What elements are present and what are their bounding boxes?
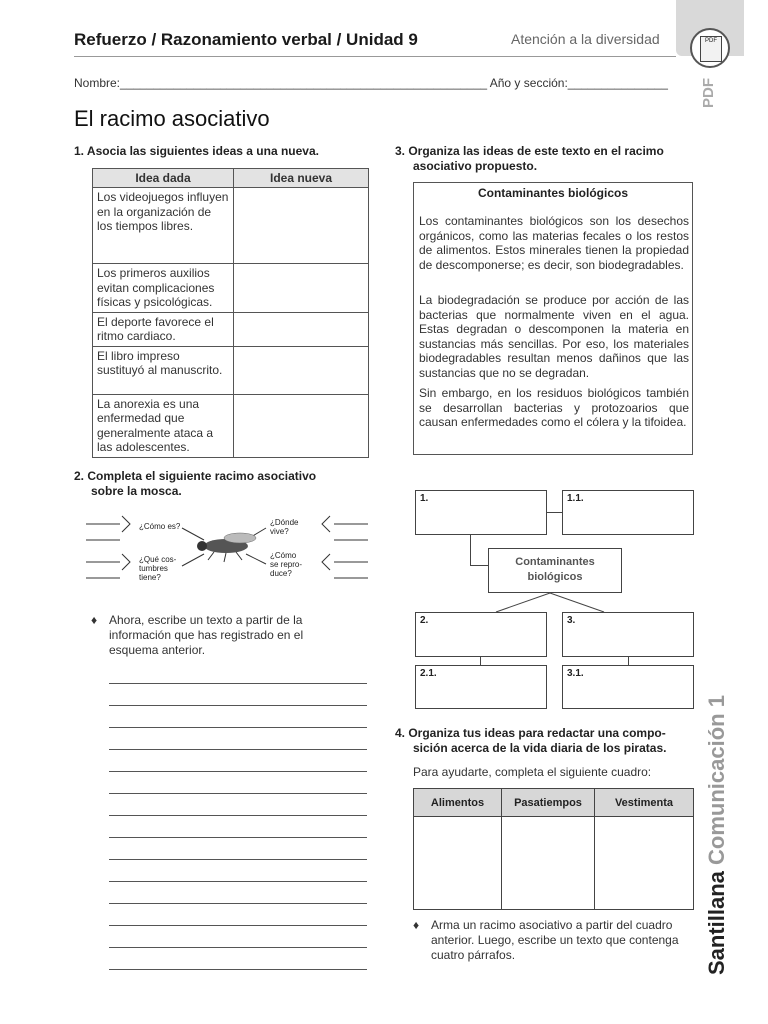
question-3-line2: asociativo propuesto. <box>413 159 538 173</box>
pirates-table <box>413 788 694 910</box>
diagram-box-3[interactable]: 3. <box>562 612 694 657</box>
question-2-line1: 2. Completa el siguiente racimo asociativo <box>74 469 317 483</box>
page-title: El racimo asociativo <box>74 106 270 131</box>
reading-paragraph-1: Los contaminantes biológicos son los desechos orgánicos, como las materias fecales o los restos de alimentos. Estos minerales tienen la propiedad de descomponerse; es decir, son biodegradables. <box>419 214 689 272</box>
col-header-idea-nueva: Idea nueva <box>234 169 369 188</box>
table-cell-answer[interactable] <box>234 312 369 346</box>
header-divider <box>74 56 676 57</box>
q4-helper-text: Para ayudarte, completa el siguiente cuadro: <box>413 765 652 779</box>
table-cell-answer[interactable] <box>502 817 595 910</box>
diagram-box-1-1[interactable]: 1.1. <box>562 490 694 535</box>
bullet-icon: ♦ <box>413 918 420 932</box>
worksheet-header-section: Atención a la diversidad <box>511 31 660 47</box>
table-cell-answer[interactable] <box>414 817 502 910</box>
name-section-line: Nombre:_______________________________________________________ Año y sección:_______________ <box>74 76 668 90</box>
fly-icon <box>197 533 256 562</box>
side-pdf-label: PDF <box>700 78 717 108</box>
table-cell-answer[interactable] <box>234 264 369 313</box>
reading-title: Contaminantes biológicos <box>477 186 628 200</box>
diagram-box-2[interactable]: 2. <box>415 612 547 657</box>
product-name: Comunicación 1 <box>704 695 729 865</box>
reading-box <box>413 182 693 455</box>
label-reproduce: ¿Cómo se repro- duce? <box>270 551 303 578</box>
pdf-doc-icon: PDF <box>700 36 722 62</box>
table-cell-idea: La anorexia es una enfermedad que generalmente ataca a las adolescentes. <box>93 394 234 457</box>
question-2-line2: sobre la mosca. <box>91 484 182 498</box>
bullet-icon: ♦ <box>91 613 98 627</box>
reading-paragraph-3: Sin embargo, en los residuos biológicos también se desarrollan bacterias y protozoarios que causan enfermedades como el cólera y la tifoidea. <box>419 386 689 430</box>
side-brand <box>704 695 730 975</box>
question-4-line1: 4. Organiza tus ideas para redactar una compo- <box>395 726 666 740</box>
diagram-box-3-1[interactable]: 3.1. <box>562 665 694 709</box>
question-1: 1. Asocia las siguientes ideas a una nueva. <box>74 144 319 158</box>
table-cell-idea: El libro impreso sustituyó al manuscrito. <box>93 346 234 394</box>
ideas-table <box>92 168 369 458</box>
reading-paragraph-2: La biodegradación se produce por acción de las bacterias que normalmente viven en el agua. Estas degradan o descomponen la materia en sustancias más sencillas. Por eso, los materiales biodegradables resultan menos dañinos que las sustancias que no se degradan. <box>419 293 689 380</box>
table-cell-answer[interactable] <box>234 188 369 264</box>
diagram-box-1[interactable]: 1. <box>415 490 547 535</box>
pdf-icon[interactable] <box>690 28 730 68</box>
col-header-pasatiempos: Pasatiempos <box>502 789 595 817</box>
question-3-line1: 3. Organiza las ideas de este texto en el racimo <box>395 144 664 158</box>
label-donde-vive: ¿Dónde vive? <box>270 518 299 536</box>
fly-diagram <box>84 510 374 590</box>
question-4-line2: sición acerca de la vida diaria de los piratas. <box>413 741 667 755</box>
col-header-alimentos: Alimentos <box>414 789 502 817</box>
table-cell-idea: Los primeros auxilios evitan complicaciones físicas y psicológicas. <box>93 264 234 313</box>
col-header-idea-dada: Idea dada <box>93 169 234 188</box>
diagram-box-2-1[interactable]: 2.1. <box>415 665 547 709</box>
diagram-center-box: Contaminantes biológicos <box>488 548 622 593</box>
label-como-es: ¿Cómo es? <box>139 522 181 531</box>
label-costumbres: ¿Qué cos- tumbres tiene? <box>139 555 177 582</box>
q2-instruction: Ahora, escribe un texto a partir de la información que has registrado en el esquema anterior. <box>109 613 304 657</box>
table-cell-answer[interactable] <box>234 394 369 457</box>
q4-instruction: Arma un racimo asociativo a partir del cuadro anterior. Luego, escribe un texto que contenga cuatro párrafos. <box>431 918 679 962</box>
table-cell-answer[interactable] <box>595 817 694 910</box>
table-cell-answer[interactable] <box>234 346 369 394</box>
col-header-vestimenta: Vestimenta <box>595 789 694 817</box>
brand-name: Santillana <box>704 871 729 975</box>
table-cell-idea: El deporte favorece el ritmo cardiaco. <box>93 312 234 346</box>
worksheet-header-title: Refuerzo / Razonamiento verbal / Unidad 9 <box>74 30 418 49</box>
table-cell-idea: Los videojuegos influyen en la organización de los tiempos libres. <box>93 188 234 264</box>
